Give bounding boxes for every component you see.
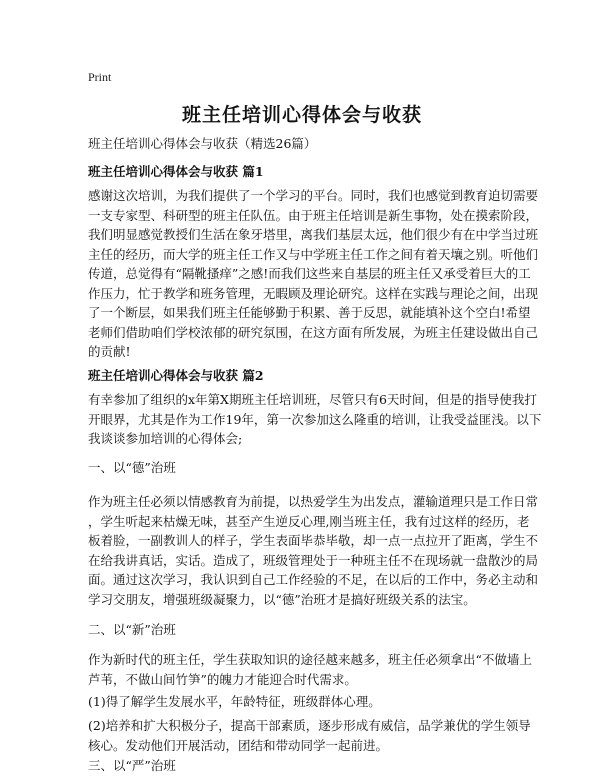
paragraph-line: 在给我讲真话，实话。造成了，班级管理处于一种班主任不在现场就一盘散沙的局 xyxy=(88,552,539,568)
paragraph-line: 一、以“德”治班 xyxy=(88,460,176,475)
paragraph xyxy=(88,390,542,449)
paragraph-line: 开眼界，尤其是作为工作19年，第一次参加这么隆重的培训，让我受益匪浅。以下 xyxy=(88,411,542,427)
paragraph-line: 了一个断层，如果我们班主任能够勤于积累、善于反思，就能填补这个空白!希望 xyxy=(88,305,531,320)
paragraph-line: (1)得了解学生发展水平，年龄特征，班级群体心理。 xyxy=(88,694,381,709)
paragraph-line: 芦苇，不做山间竹笋”的魄力才能迎合时代需求。 xyxy=(88,671,357,687)
paragraph-line: 感谢这次培训，为我们提供了一个学习的平台。同时，我们也感觉到教育迫切需要 xyxy=(88,188,539,203)
subheading xyxy=(88,620,516,640)
paragraph xyxy=(88,186,539,362)
paragraph-line: 板着脸，一副教训人的样子，学生表面毕恭毕敬，却一点一点拉开了距离，学生不 xyxy=(88,533,539,548)
document-title: 班主任培训心得体会与收获 xyxy=(181,104,422,126)
print-label: Print xyxy=(88,70,112,84)
paragraph-line: 作压力，忙于教学和班务管理，无暇顾及理论研究。这样在实践与理论之间，出现 xyxy=(88,285,539,301)
document-subtitle: 班主任培训心得体会与收获（精选26篇） xyxy=(88,136,317,151)
subheading xyxy=(88,756,516,776)
paragraph-line: 作为班主任必须以情感教育为前提，以热爱学生为出发点，灌输道理只是工作日常 xyxy=(88,494,539,509)
paragraph-line: 传道，总觉得有“隔靴搔痒”之感!而我们这些来自基层的班主任又承受着巨大的工 xyxy=(88,266,531,281)
paragraph xyxy=(88,692,516,712)
paragraph-line: 面。通过这次学习，我认识到自己工作经验的不足，在以后的工作中，务必主动和 xyxy=(88,572,539,587)
section-heading: 班主任培训心得体会与收获 篇2 xyxy=(88,368,264,383)
paragraph-line: ，学生听起来枯燥无味，甚至产生逆反心理,刚当班主任，我有过这样的经历，老 xyxy=(88,513,530,529)
paragraph-line: 我们明显感觉教授们生活在象牙塔里，离我们基层太远，他们很少有在中学当过班 xyxy=(88,227,539,242)
paragraph-line: 一支专家型、科研型的班主任队伍。由于班主任培训是新生事物，处在摸索阶段， xyxy=(88,207,539,223)
paragraph-line: 老师们借助咱们学校浓郁的研究氛围，在这方面有所发展，为班主任建设做出自己 xyxy=(88,324,539,340)
section-heading: 班主任培训心得体会与收获 篇1 xyxy=(88,164,264,179)
paragraph-line: 主任的经历，而大学的班主任工作又与中学班主任工作之间有着天壤之别。听他们 xyxy=(88,246,539,262)
paragraph-line: (2)培养和扩大积极分子，提高干部素质，逐步形成有威信，品学兼优的学生领导 xyxy=(88,718,531,733)
paragraph xyxy=(88,650,532,689)
paragraph-line: 作为新时代的班主任，学生获取知识的途径越来越多，班主任必须拿出“不做墙上 xyxy=(88,652,532,667)
paragraph xyxy=(88,492,539,609)
paragraph-line: 的贡献! xyxy=(88,344,131,359)
paragraph-line: 核心。发动他们开展活动，团结和带动同学一起前进。 xyxy=(88,737,389,753)
paragraph-line: 有幸参加了组织的x年第X期班主任培训班，尽管只有6天时间，但是的指导使我打 xyxy=(88,392,537,407)
paragraph xyxy=(88,716,531,755)
subheading xyxy=(88,458,516,478)
paragraph-line: 三、以“严”治班 xyxy=(88,758,176,773)
paragraph-line: 学习交朋友，增强班级凝聚力，以“德”治班才是搞好班级关系的法宝。 xyxy=(88,591,476,607)
paragraph-line: 二、以“新”治班 xyxy=(88,622,176,637)
paragraph-line: 我谈谈参加培训的心得体会; xyxy=(88,431,243,446)
